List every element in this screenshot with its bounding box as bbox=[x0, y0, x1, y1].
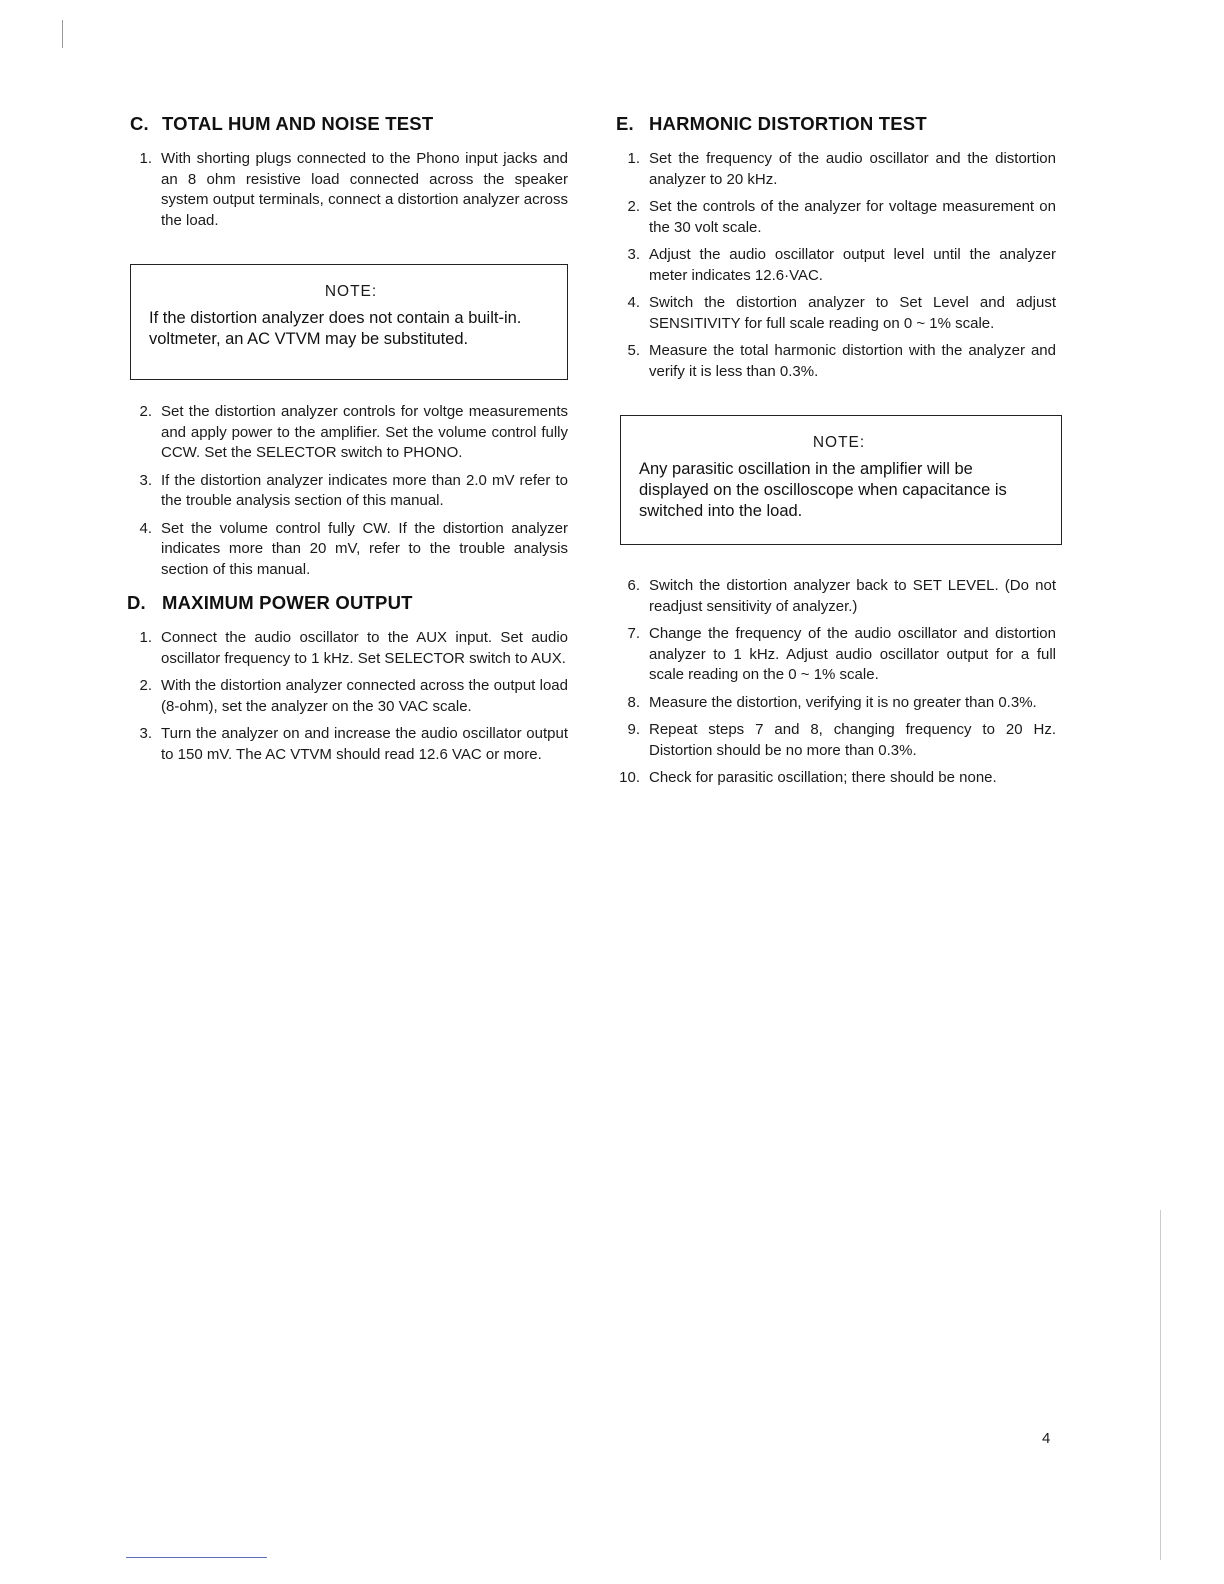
item-text: Connect the audio oscillator to the AUX input. Set audio oscillator frequency to 1 kHz. Set SELECTOR switch to AUX. bbox=[161, 629, 568, 667]
list-item bbox=[616, 341, 1056, 382]
section-e-title: HARMONIC DISTORTION TEST bbox=[649, 113, 927, 134]
item-text: Set the controls of the analyzer for voltage measurement on the 30 volt scale. bbox=[649, 198, 1056, 236]
item-number: 4. bbox=[627, 294, 640, 311]
section-c bbox=[130, 112, 568, 580]
item-text: Switch the distortion analyzer to Set Level and adjust SENSITIVITY for full scale reading on 0 ~ 1% scale. bbox=[649, 294, 1056, 332]
list-item bbox=[616, 245, 1056, 286]
item-number: 6. bbox=[627, 577, 640, 594]
item-number: 1. bbox=[139, 629, 152, 646]
section-d-title: MAXIMUM POWER OUTPUT bbox=[162, 592, 413, 613]
item-number: 3. bbox=[139, 725, 152, 742]
section-d-heading bbox=[127, 591, 568, 615]
section-c-heading bbox=[130, 112, 568, 136]
section-c-letter: C. bbox=[130, 113, 149, 134]
section-d bbox=[127, 591, 568, 765]
scan-mark-top-left bbox=[62, 20, 63, 48]
list-item bbox=[130, 676, 568, 717]
note-body: If the distortion analyzer does not contain a built-in. voltmeter, an AC VTVM may be substituted. bbox=[149, 309, 522, 348]
item-number: 5. bbox=[627, 342, 640, 359]
list-item bbox=[616, 720, 1056, 761]
section-d-letter: D. bbox=[127, 592, 146, 613]
item-text: Check for parasitic oscillation; there should be none. bbox=[649, 769, 997, 786]
item-number: 3. bbox=[139, 471, 152, 489]
item-number: 7. bbox=[627, 625, 640, 642]
item-text: Repeat steps 7 and 8, changing frequency to 20 Hz. Distortion should be no more than 0.3%. bbox=[649, 721, 1056, 759]
item-text: With the distortion analyzer connected across the output load (8-ohm), set the analyzer on the 30 VAC scale. bbox=[161, 677, 568, 715]
item-text: Change the frequency of the audio oscillator and distortion analyzer to 1 kHz. Adjust audio oscillator output for a full scale reading on the 0 ~ 1% scale. bbox=[649, 625, 1056, 683]
item-number: 10. bbox=[619, 769, 640, 786]
list-item bbox=[130, 724, 568, 765]
section-c-title: TOTAL HUM AND NOISE TEST bbox=[162, 113, 434, 134]
list-item bbox=[616, 197, 1056, 238]
item-number: 2. bbox=[139, 403, 152, 420]
item-text: Set the frequency of the audio oscillator and the distortion analyzer to 20 kHz. bbox=[649, 150, 1056, 188]
item-text: Set the volume control fully CW. If the distortion analyzer indicates more than 20 mV, refer to the trouble analysis section of this manual. bbox=[161, 519, 568, 578]
left-column bbox=[127, 112, 568, 765]
list-item bbox=[616, 576, 1056, 617]
item-number: 1. bbox=[139, 150, 152, 167]
list-item bbox=[130, 519, 568, 581]
right-column bbox=[616, 112, 1056, 789]
list-item bbox=[616, 624, 1056, 686]
section-e-letter: E. bbox=[616, 113, 634, 134]
list-item bbox=[130, 471, 568, 512]
section-e-heading bbox=[616, 112, 1056, 136]
item-text: With shorting plugs connected to the Phono input jacks and an 8 ohm resistive load connected across the speaker system output terminals, connect a distortion analyzer across the load. bbox=[161, 150, 568, 229]
list-item bbox=[130, 402, 568, 464]
item-text: Switch the distortion analyzer back to SET LEVEL. (Do not readjust sensitivity of analyzer.) bbox=[649, 577, 1056, 615]
item-number: 1. bbox=[627, 150, 640, 167]
item-number: 8. bbox=[627, 693, 640, 711]
item-number: 9. bbox=[627, 721, 640, 738]
note-box bbox=[620, 415, 1062, 545]
note-title: NOTE: bbox=[812, 434, 866, 451]
list-item bbox=[130, 149, 568, 231]
item-text: Measure the total harmonic distortion with the analyzer and verify it is less than 0.3%. bbox=[649, 342, 1056, 380]
item-text: If the distortion analyzer indicates more than 2.0 mV refer to the trouble analysis section of this manual. bbox=[161, 471, 568, 509]
item-number: 4. bbox=[139, 519, 152, 537]
item-number: 3. bbox=[627, 246, 640, 263]
footer-rule bbox=[126, 1557, 267, 1558]
item-text: Turn the analyzer on and increase the audio oscillator output to 150 mV. The AC VTVM should read 12.6 VAC or more. bbox=[161, 725, 568, 763]
item-number: 2. bbox=[139, 677, 152, 694]
item-text: Adjust the audio oscillator output level until the analyzer meter indicates 12.6·VAC. bbox=[649, 246, 1056, 284]
note-box bbox=[130, 264, 568, 380]
list-item bbox=[616, 149, 1056, 190]
section-e bbox=[616, 112, 1056, 789]
page-number: 4 bbox=[1042, 1430, 1051, 1447]
list-item bbox=[616, 693, 1056, 714]
list-item bbox=[616, 768, 1056, 789]
item-text: Measure the distortion, verifying it is no greater than 0.3%. bbox=[649, 693, 1037, 711]
note-body: Any parasitic oscillation in the amplifier will be displayed on the oscilloscope when capacitance is switched into the load. bbox=[639, 460, 1007, 520]
list-item bbox=[130, 628, 568, 669]
item-number: 2. bbox=[627, 198, 640, 215]
item-text: Set the distortion analyzer controls for voltge measurements and apply power to the amplifier. Set the volume control fully CCW. Set the SELECTOR switch to PHONO. bbox=[161, 403, 568, 461]
note-title: NOTE: bbox=[324, 283, 378, 300]
scan-mark-right-edge bbox=[1160, 1210, 1161, 1560]
list-item bbox=[616, 293, 1056, 334]
